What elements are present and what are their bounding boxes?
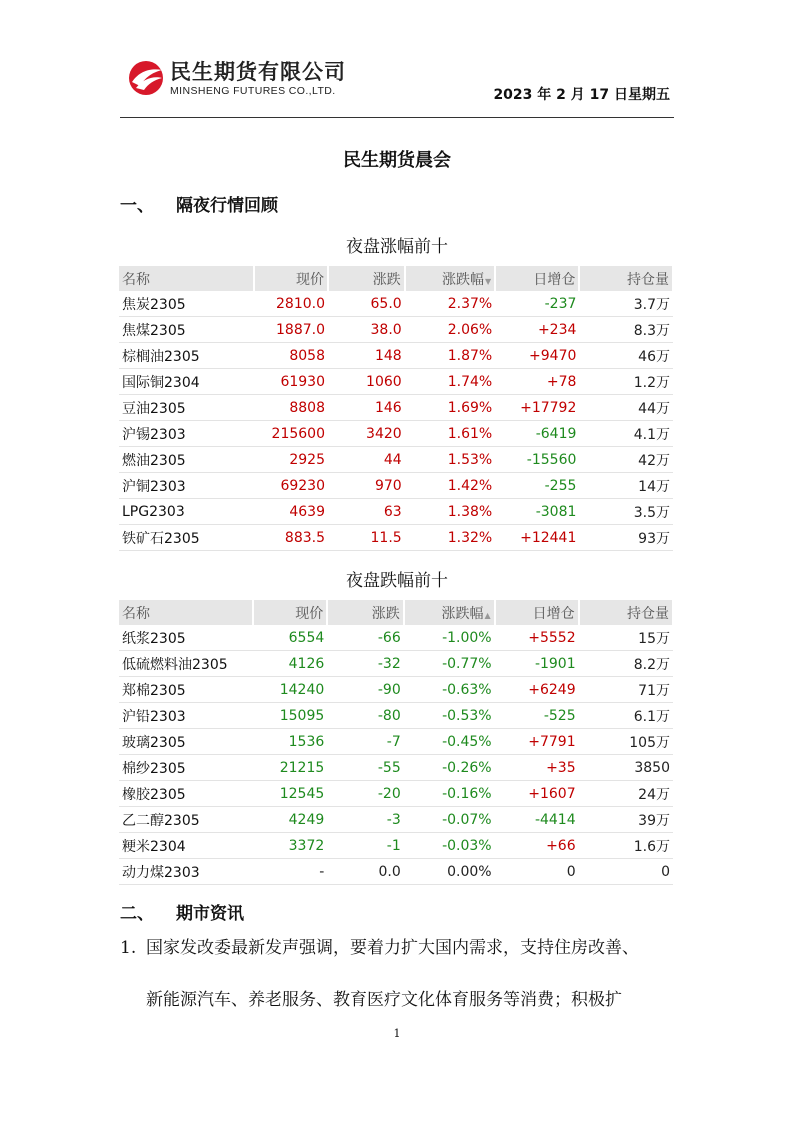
cell-name: 国际铜2304 bbox=[119, 369, 254, 395]
cell-change: 1060 bbox=[328, 369, 405, 395]
table-row bbox=[119, 317, 673, 343]
cell-oi-change: +1607 bbox=[495, 781, 579, 807]
cell-name: 沪锡2303 bbox=[119, 421, 254, 447]
cell-open-interest: 8.2万 bbox=[579, 651, 673, 677]
cell-pct: -0.16% bbox=[404, 781, 495, 807]
col-header-name: 名称 bbox=[119, 600, 253, 625]
cell-open-interest: 14万 bbox=[579, 473, 673, 499]
cell-oi-change: -4414 bbox=[495, 807, 579, 833]
cell-price: 15095 bbox=[253, 703, 327, 729]
cell-open-interest: 44万 bbox=[579, 395, 673, 421]
cell-oi-change: +234 bbox=[495, 317, 579, 343]
col-header-name: 名称 bbox=[119, 266, 254, 291]
table-row bbox=[119, 781, 673, 807]
cell-open-interest: 3.7万 bbox=[579, 291, 673, 317]
cell-open-interest: 46万 bbox=[579, 343, 673, 369]
sort-asc-icon: ▲ bbox=[484, 610, 491, 620]
cell-change: -90 bbox=[327, 677, 403, 703]
cell-pct: -0.53% bbox=[404, 703, 495, 729]
cell-price: 4639 bbox=[254, 499, 328, 525]
cell-price: 61930 bbox=[254, 369, 328, 395]
cell-open-interest: 0 bbox=[579, 859, 673, 885]
table-row bbox=[119, 833, 673, 859]
company-name-cn: 民生期货有限公司 bbox=[170, 60, 346, 84]
table-row bbox=[119, 625, 673, 651]
table-row bbox=[119, 729, 673, 755]
cell-price: 215600 bbox=[254, 421, 328, 447]
table-header-row bbox=[119, 266, 673, 291]
section-number: 二、 bbox=[120, 904, 154, 924]
cell-open-interest: 3850 bbox=[579, 755, 673, 781]
cell-open-interest: 1.6万 bbox=[579, 833, 673, 859]
section-heading-1 bbox=[120, 191, 278, 216]
company-logo bbox=[126, 56, 366, 102]
cell-price: 883.5 bbox=[254, 525, 328, 551]
cell-change: 44 bbox=[328, 447, 405, 473]
cell-price: 6554 bbox=[253, 625, 327, 651]
table-row bbox=[119, 755, 673, 781]
news-line-2: 新能源汽车、养老服务、教育医疗文化体育服务等消费；积极扩 bbox=[146, 990, 622, 1010]
cell-name: LPG2303 bbox=[119, 499, 254, 525]
cell-pct: 2.06% bbox=[405, 317, 496, 343]
cell-pct: 1.38% bbox=[405, 499, 496, 525]
losers-caption: 夜盘跌幅前十 bbox=[346, 571, 448, 591]
cell-pct: -0.26% bbox=[404, 755, 495, 781]
table-row bbox=[119, 807, 673, 833]
cell-price: 1536 bbox=[253, 729, 327, 755]
company-name-en: MINSHENG FUTURES CO.,LTD. bbox=[170, 85, 336, 97]
cell-price: 12545 bbox=[253, 781, 327, 807]
cell-oi-change: +7791 bbox=[495, 729, 579, 755]
cell-price: 4249 bbox=[253, 807, 327, 833]
cell-change: -66 bbox=[327, 625, 403, 651]
cell-change: -20 bbox=[327, 781, 403, 807]
cell-change: -1 bbox=[327, 833, 403, 859]
section-number: 一、 bbox=[120, 196, 154, 216]
col-header-change: 涨跌 bbox=[327, 600, 403, 625]
cell-change: 11.5 bbox=[328, 525, 405, 551]
sort-desc-icon: ▼ bbox=[485, 276, 492, 286]
cell-change: -32 bbox=[327, 651, 403, 677]
table-row bbox=[119, 525, 673, 551]
cell-pct: 1.74% bbox=[405, 369, 496, 395]
news-item-1 bbox=[120, 922, 680, 1026]
table-row bbox=[119, 343, 673, 369]
cell-name: 沪铜2303 bbox=[119, 473, 254, 499]
losers-table bbox=[119, 600, 674, 885]
cell-pct: 1.61% bbox=[405, 421, 496, 447]
table-row bbox=[119, 447, 673, 473]
minsheng-logo-icon bbox=[126, 58, 166, 98]
cell-oi-change: -6419 bbox=[495, 421, 579, 447]
cell-pct: -0.03% bbox=[404, 833, 495, 859]
cell-name: 郑棉2305 bbox=[119, 677, 253, 703]
cell-change: 38.0 bbox=[328, 317, 405, 343]
cell-open-interest: 1.2万 bbox=[579, 369, 673, 395]
cell-change: 970 bbox=[328, 473, 405, 499]
cell-price: 4126 bbox=[253, 651, 327, 677]
cell-open-interest: 4.1万 bbox=[579, 421, 673, 447]
cell-pct: 1.69% bbox=[405, 395, 496, 421]
col-header-oi-change: 日增仓 bbox=[495, 266, 579, 291]
cell-name: 粳米2304 bbox=[119, 833, 253, 859]
cell-change: 63 bbox=[328, 499, 405, 525]
cell-name: 焦煤2305 bbox=[119, 317, 254, 343]
cell-oi-change: +66 bbox=[495, 833, 579, 859]
cell-change: 3420 bbox=[328, 421, 405, 447]
cell-oi-change: -237 bbox=[495, 291, 579, 317]
table-row bbox=[119, 677, 673, 703]
cell-change: -55 bbox=[327, 755, 403, 781]
cell-pct: -0.63% bbox=[404, 677, 495, 703]
col-header-pct bbox=[405, 266, 496, 291]
table-row bbox=[119, 421, 673, 447]
cell-pct: 1.87% bbox=[405, 343, 496, 369]
news-item-number: 1. bbox=[120, 938, 137, 958]
cell-open-interest: 6.1万 bbox=[579, 703, 673, 729]
cell-price: 3372 bbox=[253, 833, 327, 859]
cell-change: 0.0 bbox=[327, 859, 403, 885]
cell-price: 14240 bbox=[253, 677, 327, 703]
cell-open-interest: 71万 bbox=[579, 677, 673, 703]
col-header-pct-label: 涨跌幅 bbox=[441, 605, 484, 622]
table-row bbox=[119, 499, 673, 525]
page-title: 民生期货晨会 bbox=[343, 150, 451, 171]
table-row bbox=[119, 369, 673, 395]
cell-name: 纸浆2305 bbox=[119, 625, 253, 651]
cell-name: 沪铅2303 bbox=[119, 703, 253, 729]
cell-pct: 2.37% bbox=[405, 291, 496, 317]
cell-name: 焦炭2305 bbox=[119, 291, 254, 317]
cell-price: 21215 bbox=[253, 755, 327, 781]
cell-oi-change: +17792 bbox=[495, 395, 579, 421]
cell-oi-change: +9470 bbox=[495, 343, 579, 369]
table-row bbox=[119, 395, 673, 421]
cell-pct: 1.42% bbox=[405, 473, 496, 499]
section-title: 期市资讯 bbox=[176, 904, 244, 924]
cell-change: 148 bbox=[328, 343, 405, 369]
cell-name: 橡胶2305 bbox=[119, 781, 253, 807]
gainers-table bbox=[119, 266, 674, 551]
cell-change: -7 bbox=[327, 729, 403, 755]
cell-oi-change: +6249 bbox=[495, 677, 579, 703]
cell-name: 豆油2305 bbox=[119, 395, 254, 421]
section-title: 隔夜行情回顾 bbox=[176, 196, 278, 216]
cell-name: 低硫燃料油2305 bbox=[119, 651, 253, 677]
cell-name: 铁矿石2305 bbox=[119, 525, 254, 551]
col-header-open-interest: 持仓量 bbox=[579, 266, 673, 291]
cell-price: - bbox=[253, 859, 327, 885]
table-row bbox=[119, 651, 673, 677]
col-header-open-interest: 持仓量 bbox=[579, 600, 673, 625]
col-header-pct bbox=[404, 600, 495, 625]
cell-open-interest: 15万 bbox=[579, 625, 673, 651]
cell-name: 玻璃2305 bbox=[119, 729, 253, 755]
cell-oi-change: +35 bbox=[495, 755, 579, 781]
cell-change: 146 bbox=[328, 395, 405, 421]
col-header-oi-change: 日增仓 bbox=[495, 600, 579, 625]
header-divider bbox=[120, 117, 674, 118]
cell-price: 8808 bbox=[254, 395, 328, 421]
cell-pct: -0.77% bbox=[404, 651, 495, 677]
cell-change: -3 bbox=[327, 807, 403, 833]
cell-oi-change: -1901 bbox=[495, 651, 579, 677]
table-row bbox=[119, 473, 673, 499]
cell-open-interest: 24万 bbox=[579, 781, 673, 807]
cell-name: 乙二醇2305 bbox=[119, 807, 253, 833]
table-row bbox=[119, 291, 673, 317]
cell-pct: -0.45% bbox=[404, 729, 495, 755]
news-line-1-text: 国家发改委最新发声强调，要着力扩大国内需求，支持住房改善、 bbox=[146, 938, 639, 958]
cell-oi-change: +5552 bbox=[495, 625, 579, 651]
cell-price: 2925 bbox=[254, 447, 328, 473]
col-header-pct-label: 涨跌幅 bbox=[442, 271, 485, 288]
table-header-row bbox=[119, 600, 673, 625]
cell-pct: 1.32% bbox=[405, 525, 496, 551]
table-row bbox=[119, 859, 673, 885]
cell-oi-change: 0 bbox=[495, 859, 579, 885]
col-header-price: 现价 bbox=[253, 600, 327, 625]
cell-open-interest: 93万 bbox=[579, 525, 673, 551]
col-header-price: 现价 bbox=[254, 266, 328, 291]
table-row bbox=[119, 703, 673, 729]
cell-pct: -0.07% bbox=[404, 807, 495, 833]
page-number: 1 bbox=[393, 1027, 401, 1040]
col-header-change: 涨跌 bbox=[328, 266, 405, 291]
cell-oi-change: -255 bbox=[495, 473, 579, 499]
cell-pct: 1.53% bbox=[405, 447, 496, 473]
cell-change: 65.0 bbox=[328, 291, 405, 317]
cell-change: -80 bbox=[327, 703, 403, 729]
gainers-caption: 夜盘涨幅前十 bbox=[346, 237, 448, 257]
cell-name: 燃油2305 bbox=[119, 447, 254, 473]
cell-name: 动力煤2303 bbox=[119, 859, 253, 885]
cell-name: 棕榈油2305 bbox=[119, 343, 254, 369]
cell-oi-change: +78 bbox=[495, 369, 579, 395]
cell-oi-change: -15560 bbox=[495, 447, 579, 473]
report-date: 2023 年 2 月 17 日星期五 bbox=[493, 87, 670, 103]
cell-oi-change: +12441 bbox=[495, 525, 579, 551]
cell-price: 69230 bbox=[254, 473, 328, 499]
cell-open-interest: 8.3万 bbox=[579, 317, 673, 343]
cell-oi-change: -525 bbox=[495, 703, 579, 729]
cell-name: 棉纱2305 bbox=[119, 755, 253, 781]
cell-open-interest: 105万 bbox=[579, 729, 673, 755]
cell-open-interest: 42万 bbox=[579, 447, 673, 473]
cell-pct: -1.00% bbox=[404, 625, 495, 651]
cell-oi-change: -3081 bbox=[495, 499, 579, 525]
section-heading-2 bbox=[120, 899, 244, 924]
cell-price: 8058 bbox=[254, 343, 328, 369]
news-line-1 bbox=[120, 922, 680, 974]
cell-open-interest: 39万 bbox=[579, 807, 673, 833]
cell-pct: 0.00% bbox=[404, 859, 495, 885]
cell-open-interest: 3.5万 bbox=[579, 499, 673, 525]
cell-price: 2810.0 bbox=[254, 291, 328, 317]
cell-price: 1887.0 bbox=[254, 317, 328, 343]
